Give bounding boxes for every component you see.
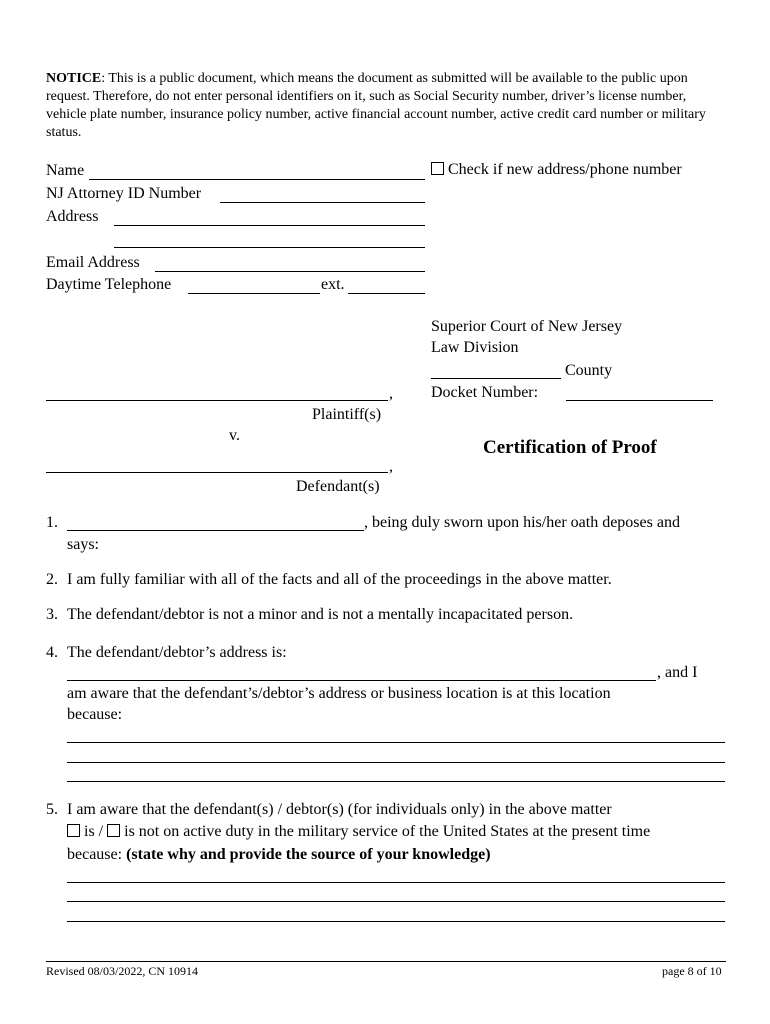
email-label: Email Address [46,254,140,271]
item-number-3: 3. [46,606,58,623]
item5-reason-line1[interactable] [67,882,725,883]
county-field[interactable] [431,378,561,379]
is-checkbox-icon[interactable] [67,824,80,837]
court-name: Superior Court of New Jersey [431,318,623,335]
item-number-4: 4. [46,644,58,661]
docket-label: Docket Number: [431,384,539,401]
phone-field[interactable] [188,293,320,294]
item3-text: The defendant/debtor is not a minor and is not a mentally incapacitated person. [67,606,574,623]
item5-because-line [67,845,491,865]
item4-reason-line2[interactable] [67,762,725,763]
court-division: Law Division [431,339,519,356]
attorney-id-field[interactable] [220,202,425,203]
ext-label: ext. [321,276,345,293]
item5-text: I am aware that the defendant(s) / debtor(s) (for individuals only) in the above matter [67,801,612,818]
item4-reason-line1[interactable] [67,742,725,743]
item5-reason-line2[interactable] [67,901,725,902]
item2-text: I am fully familiar with all of the facts and all of the proceedings in the above matter. [67,571,612,588]
address-label: Address [46,208,99,225]
item4-text: The defendant/debtor’s address is: [67,644,287,661]
item1-text-cont: says: [67,536,99,553]
plaintiff-comma: , [389,385,393,402]
item4-and-i: , and I [657,664,698,681]
name-label: Name [46,162,85,179]
defendant-address-field[interactable] [67,680,656,681]
new-address-label: Check if new address/phone number [448,161,682,178]
defendant-label: Defendant(s) [296,478,380,495]
checkbox-icon[interactable] [431,162,444,175]
item4-text-cont: am aware that the defendant’s/debtor’s address or business location is at this location [67,685,611,702]
notice-paragraph [46,70,726,142]
item4-reason-line3[interactable] [67,781,725,782]
name-field[interactable] [89,179,425,180]
docket-field[interactable] [566,400,713,401]
item-number-1: 1. [46,514,58,531]
is-not-checkbox-icon[interactable] [107,824,120,837]
military-status-options [67,822,650,842]
plaintiff-field[interactable] [46,400,388,401]
notice-text: : This is a public document, which means the document as submitted will be available to the public upon request. Therefore, do not enter personal identifiers on it, such as Social Security number, driver’s license number, vehicle plate number, insurance policy number, active financial account number, active credit card number or military status. [46,71,706,140]
item5-instruction: (state why and provide the source of your knowledge) [126,846,491,863]
revision-note: Revised 08/03/2022, CN 10914 [46,964,198,978]
document-title: Certification of Proof [483,437,657,458]
item4-because: because: [67,706,123,723]
item-number-2: 2. [46,571,58,588]
is-label: is / [84,823,104,840]
address-field-line2[interactable] [114,247,425,248]
defendant-field[interactable] [46,472,388,473]
item5-because: because: [67,846,123,863]
versus-label: v. [229,427,240,444]
email-field[interactable] [155,271,425,272]
footer-rule [46,961,726,962]
is-not-label: is not on active duty in the military service of the United States at the present time [124,823,651,840]
deponent-name-field[interactable] [67,530,364,531]
phone-label: Daytime Telephone [46,276,172,293]
notice-label: NOTICE [46,71,102,86]
plaintiff-label: Plaintiff(s) [312,406,382,423]
address-field-line1[interactable] [114,225,425,226]
attorney-id-label: NJ Attorney ID Number [46,185,202,202]
defendant-comma: , [389,458,393,475]
item1-text: , being duly sworn upon his/her oath deposes and [364,514,680,531]
new-address-check[interactable] [431,160,682,180]
page-number: page 8 of 10 [662,964,722,978]
county-label: County [565,362,613,379]
item5-reason-line3[interactable] [67,921,725,922]
item-number-5: 5. [46,801,58,818]
ext-field[interactable] [348,293,425,294]
